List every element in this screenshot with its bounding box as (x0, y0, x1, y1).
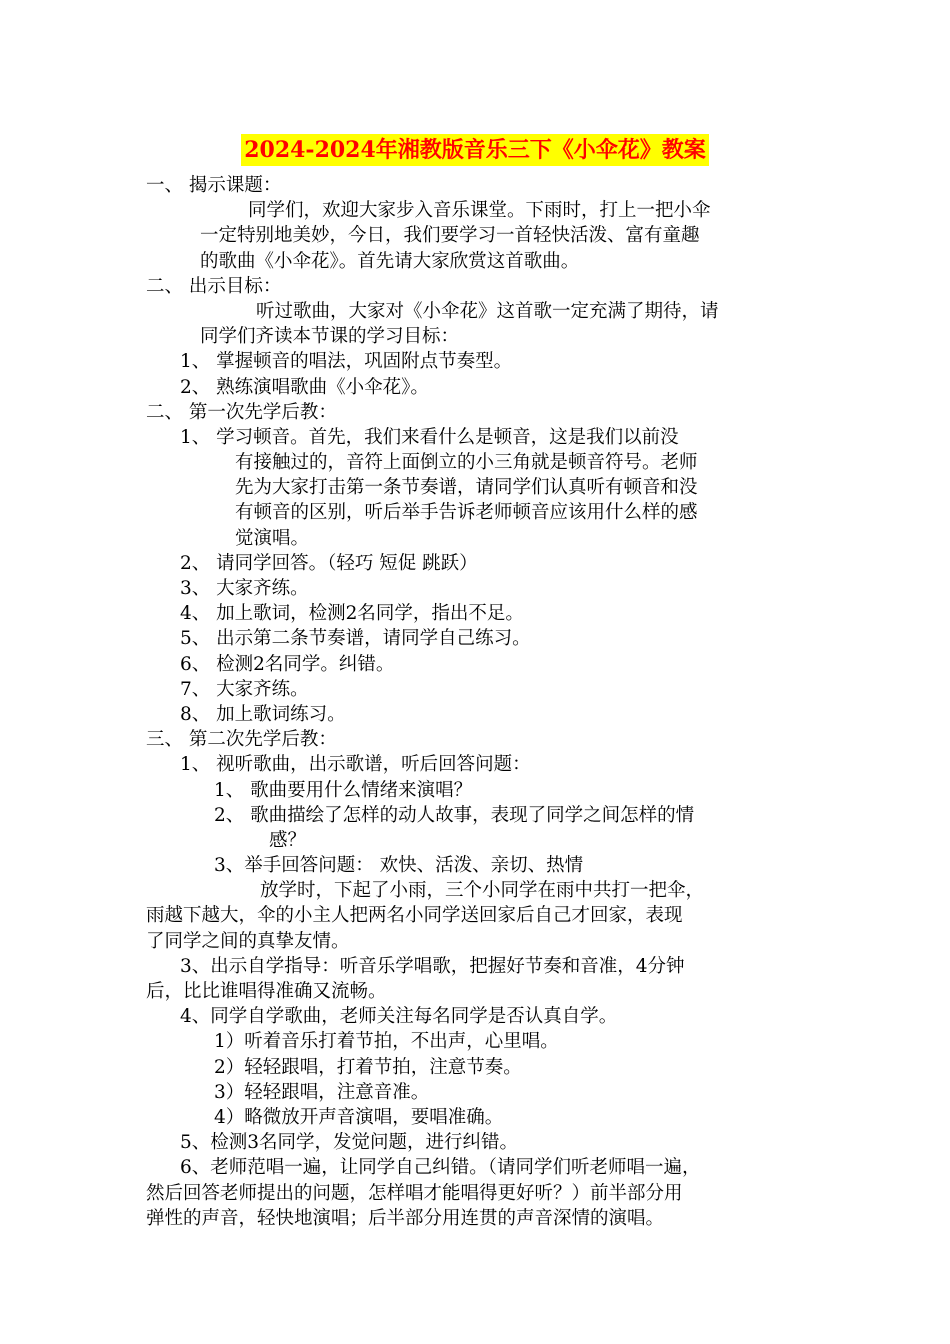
line-text: 5、检测3名同学，发觉问题，进行纠错。 (180, 1132, 519, 1154)
line-text: 同学们齐读本节课的学习目标： (200, 326, 460, 348)
list-item (146, 375, 810, 400)
list-item (146, 702, 810, 727)
line-text: 3、 大家齐练。 (180, 578, 309, 599)
line-text: 弹性的声音，轻快地演唱；后半部分用连贯的声音深情的演唱。 (146, 1207, 665, 1229)
line-text: 2、 请同学回答。（轻巧 短促 跳跃） (180, 552, 478, 574)
line-text: 有接触过的，音符上面倒立的小三角就是顿音符号。老师 (235, 452, 698, 474)
list-item (146, 601, 810, 626)
line-text: 二、 出示目标： (146, 275, 282, 297)
section-heading (146, 400, 810, 425)
line-text: 6、老师范唱一遍，让同学自己纠错。（请同学们听老师唱一遍， (180, 1157, 701, 1179)
line-text: 的歌曲《小伞花》。首先请大家欣赏这首歌曲。 (200, 250, 580, 272)
list-item (146, 626, 810, 651)
line-text: 听过歌曲，大家对《小伞花》这首歌一定充满了期待，请 (256, 300, 719, 322)
line-text: 1、 歌曲要用什么情绪来演唱？ (214, 779, 473, 801)
document-title: 2024-2024年湘教版音乐三下《小伞花》教案 (241, 134, 709, 166)
list-item-continuation (146, 475, 810, 500)
section-heading (146, 173, 810, 198)
line-text: 8、 加上歌词练习。 (180, 703, 346, 725)
list-item (146, 652, 810, 677)
line-text: 1、 学习顿音。首先，我们来看什么是顿音，这是我们以前没 (180, 426, 679, 448)
line-text: 后，比比谁唱得准确又流畅。 (146, 981, 387, 1002)
paragraph-line (146, 299, 810, 324)
line-text: 2）轻轻跟唱，打着节拍，注意节奏。 (214, 1056, 522, 1078)
section-heading (146, 274, 810, 299)
line-text: 4、同学自学歌曲，老师关注每名同学是否认真自学。 (180, 1006, 618, 1028)
line-text: 觉演唱。 (235, 527, 310, 549)
line-text: 先为大家打击第一条节奏谱，请同学们认真听有顿音和没 (235, 477, 698, 499)
line-text: 4）略微放开声音演唱，要唱准确。 (214, 1106, 504, 1128)
list-item (146, 752, 810, 777)
document-body (146, 173, 810, 1231)
title-container (0, 134, 950, 166)
line-text: 4、 加上歌词，检测2名同学，指出不足。 (180, 603, 524, 625)
line-text: 二、 第一次先学后教： (146, 401, 337, 423)
paragraph-line (146, 1181, 810, 1206)
paragraph-line (146, 878, 810, 903)
line-text: 2、 歌曲描绘了怎样的动人故事，表现了同学之间怎样的情 (214, 804, 695, 826)
sub-list-item (146, 778, 810, 803)
list-item (146, 425, 810, 450)
line-text: 1、 视听歌曲，出示歌谱，听后回答问题： (180, 754, 531, 776)
line-text: 三、 第二次先学后教： (146, 729, 337, 751)
paragraph-line (146, 979, 810, 1004)
line-text: 然后回答老师提出的问题，怎样唱才能唱得更好听？）前半部分用 (146, 1182, 683, 1204)
line-text: 了同学之间的真挚友情。 (146, 930, 350, 952)
line-text: 雨越下越大，伞的小主人把两名小同学送回家后自己才回家，表现 (146, 905, 683, 927)
line-text: 1、 掌握顿音的唱法，巩固附点节奏型。 (180, 351, 513, 373)
line-text: 感？ (269, 829, 307, 851)
line-text: 7、 大家齐练。 (180, 678, 309, 700)
sub-list-item (146, 853, 810, 878)
sub-list-item (146, 1105, 810, 1130)
line-text: 5、 出示第二条节奏谱，请同学自己练习。 (180, 628, 531, 650)
sub-list-item (146, 1029, 810, 1054)
paragraph-line (146, 1130, 810, 1155)
line-text: 同学们，欢迎大家步入音乐课堂。下雨时，打上一把小伞 (248, 200, 711, 222)
line-text: 有顿音的区别，听后举手告诉老师顿音应该用什么样的感 (235, 502, 698, 524)
sub-list-item-continuation (146, 828, 810, 853)
line-text: 放学时，下起了小雨，三个小同学在雨中共打一把伞， (260, 880, 705, 902)
line-text: 1）听着音乐打着节拍，不出声，心里唱。 (214, 1031, 559, 1053)
line-text: 3、举手回答问题： 欢快、活泼、亲切、热情 (214, 855, 584, 877)
list-item-continuation (146, 450, 810, 475)
list-item-continuation (146, 526, 810, 551)
sub-list-item (146, 1055, 810, 1080)
paragraph-line (146, 1004, 810, 1029)
line-text: 6、 检测2名同学。纠错。 (180, 653, 395, 675)
line-text: 一、 揭示课题： (146, 175, 282, 196)
paragraph-line (146, 249, 810, 274)
paragraph-line (146, 223, 810, 248)
list-item-continuation (146, 500, 810, 525)
list-item (146, 677, 810, 702)
list-item (146, 551, 810, 576)
line-text: 一定特别地美妙，今日，我们要学习一首轻快活泼、富有童趣 (200, 225, 700, 247)
sub-list-item (146, 803, 810, 828)
section-heading (146, 727, 810, 752)
paragraph-line (146, 198, 810, 223)
line-text: 3、出示自学指导：听音乐学唱歌，把握好节奏和音准，4分钟 (180, 955, 685, 977)
paragraph-line (146, 929, 810, 954)
line-text: 2、 熟练演唱歌曲《小伞花》。 (180, 376, 429, 398)
list-item (146, 576, 810, 601)
paragraph-line (146, 954, 810, 979)
list-item (146, 349, 810, 374)
paragraph-line (146, 1155, 810, 1180)
sub-list-item (146, 1080, 810, 1105)
paragraph-line (146, 903, 810, 928)
paragraph-line (146, 324, 810, 349)
line-text: 3）轻轻跟唱，注意音准。 (214, 1081, 430, 1103)
paragraph-line (146, 1206, 810, 1231)
